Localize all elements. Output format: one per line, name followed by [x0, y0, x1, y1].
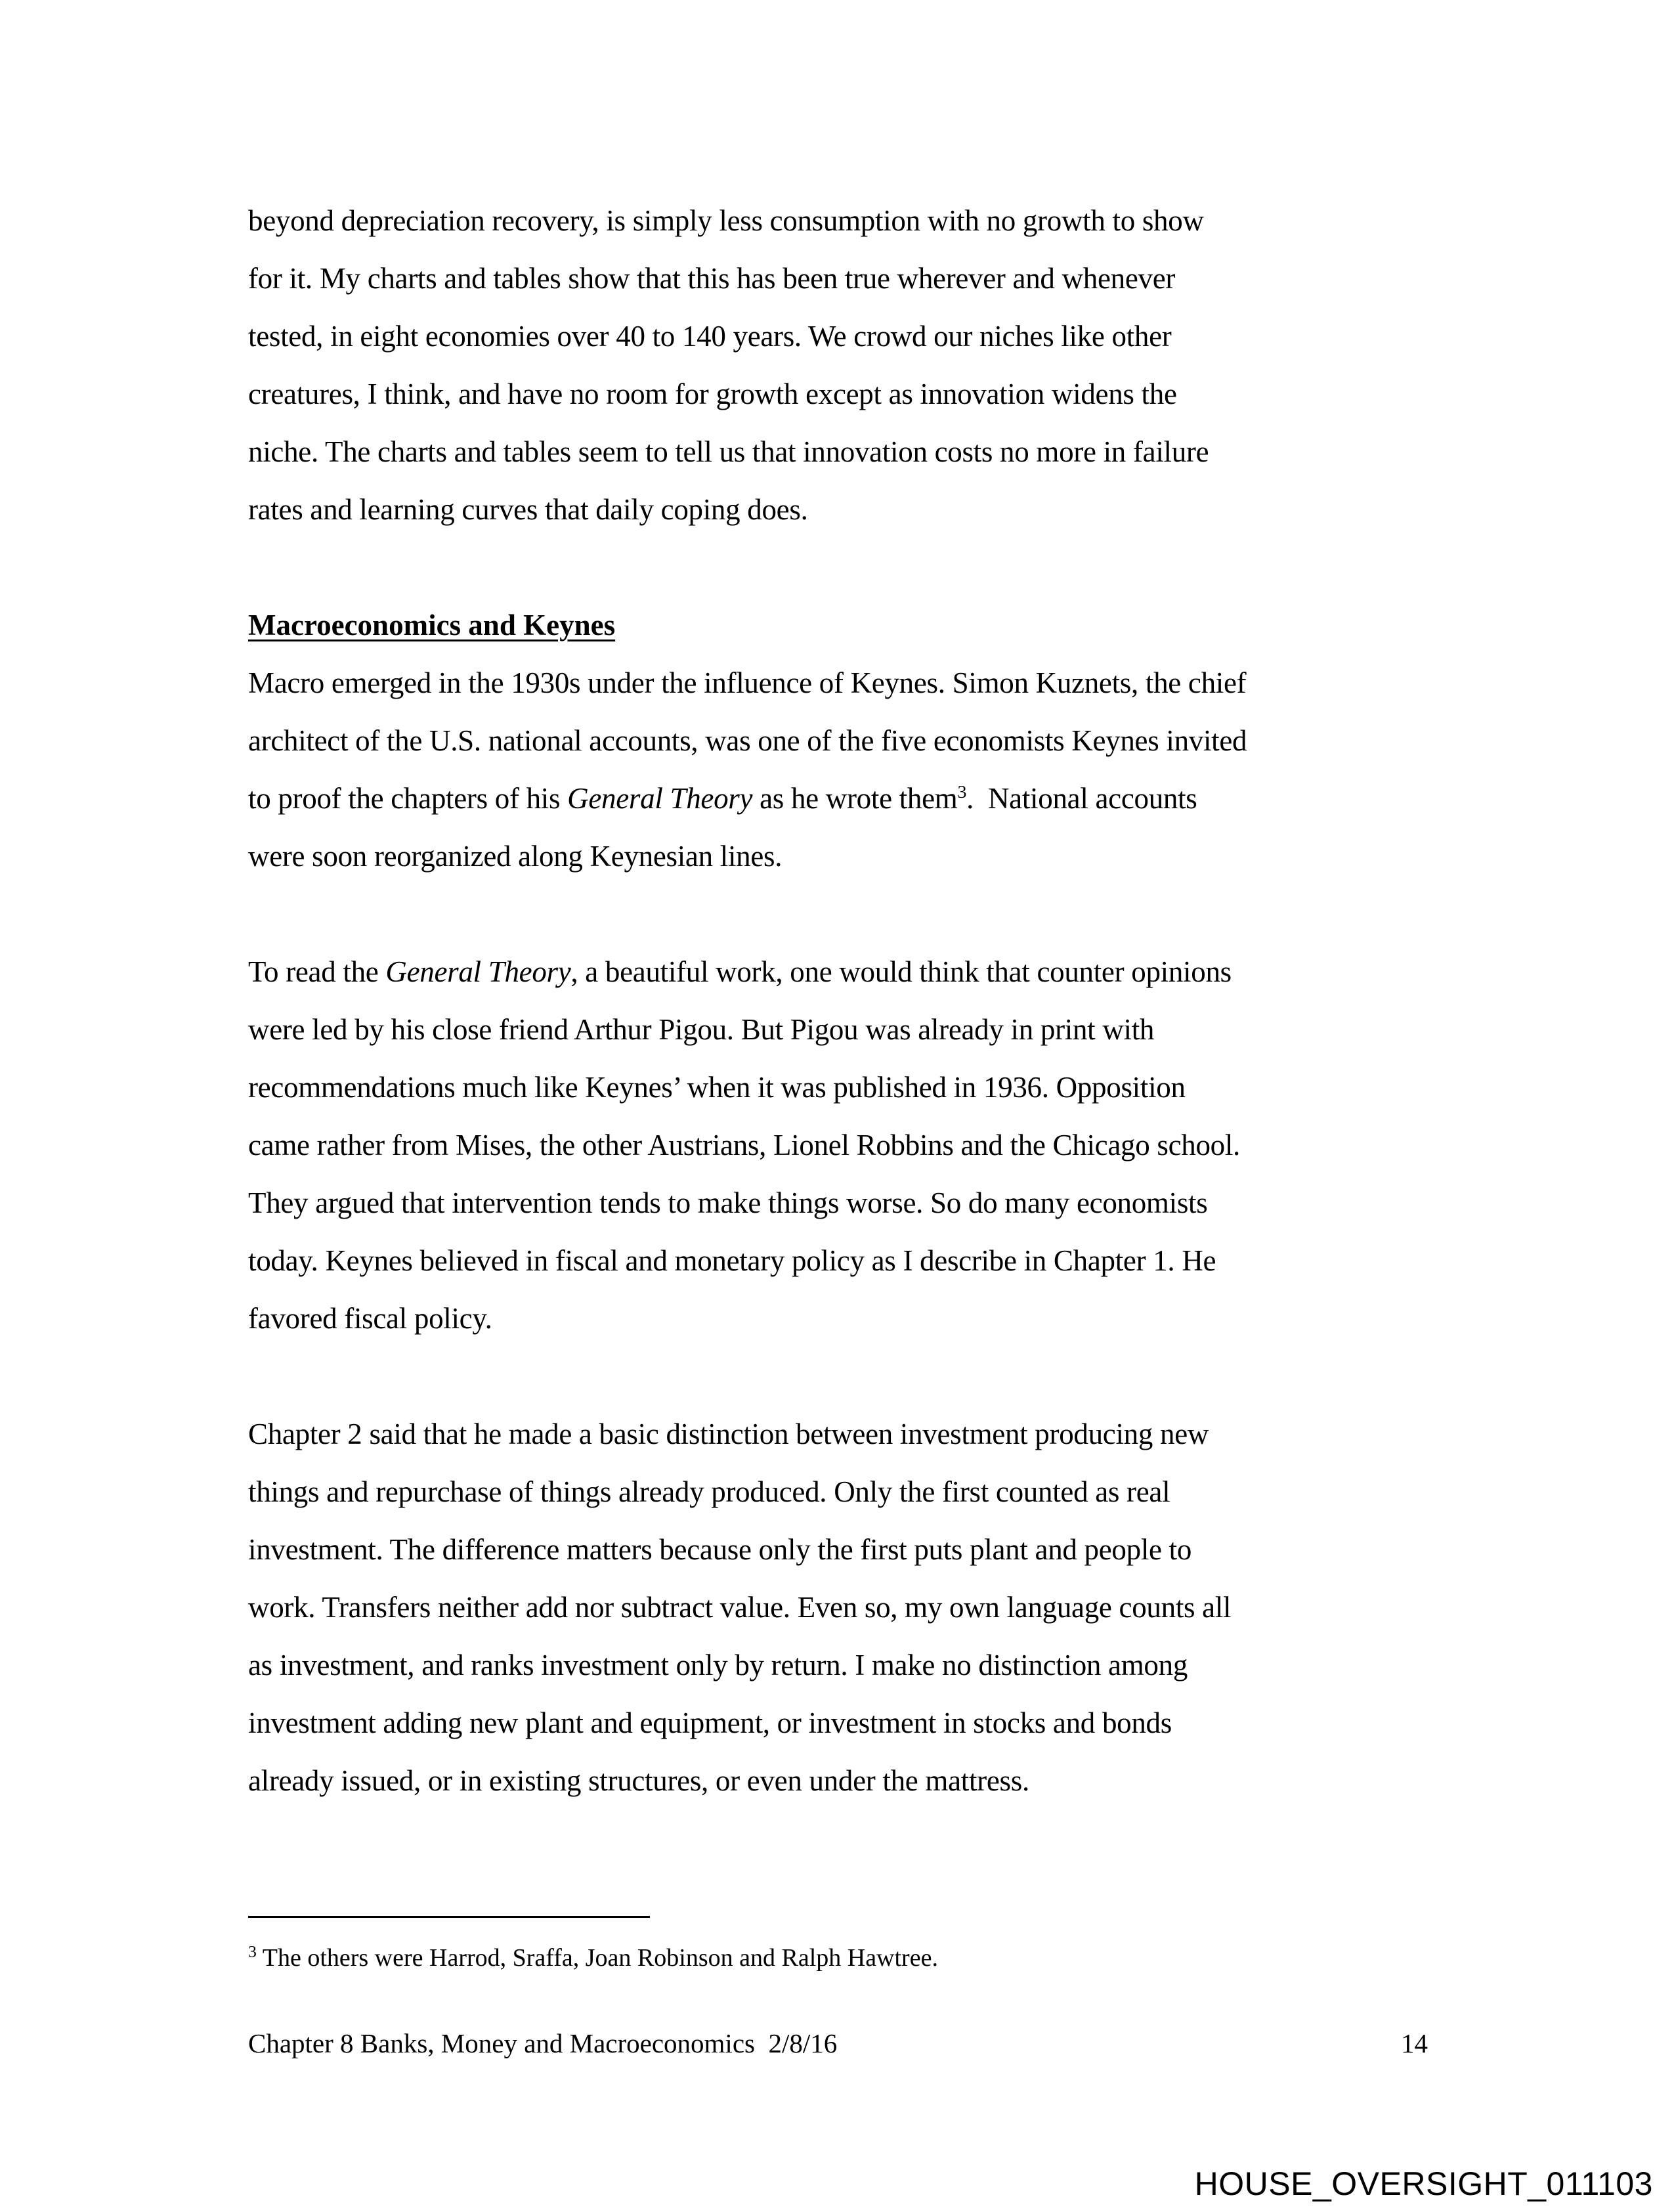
text-segment: for it. My charts and tables show that this has been true wherever and whenever [248, 262, 1176, 295]
section-heading-text: Macroeconomics and Keynes [248, 609, 616, 641]
text-line [248, 1058, 1443, 1116]
text-line [248, 1636, 1443, 1694]
footer-chapter-title: Chapter 8 Banks, Money and Macroeconomics 2/8/16 [248, 2028, 838, 2058]
text-line [248, 827, 1443, 885]
text-line [248, 712, 1443, 770]
text-segment: niche. The charts and tables seem to tell us that innovation costs no more in failure [248, 435, 1209, 468]
text-line [248, 1578, 1443, 1636]
text-segment: as investment, and ranks investment only by return. I make no distinction among [248, 1649, 1188, 1681]
text-segment: They argued that intervention tends to make things worse. So do many economists [248, 1186, 1208, 1219]
text-line [248, 1752, 1443, 1810]
text-line [248, 1232, 1443, 1290]
text-line [248, 654, 1443, 712]
text-segment: tested, in eight economies over 40 to 140 years. We crowd our niches like other [248, 320, 1172, 353]
book-title-italic: General Theory [567, 782, 753, 815]
text-segment: investment. The difference matters because only the first puts plant and people to [248, 1533, 1192, 1566]
text-line [248, 1001, 1443, 1058]
text-line [248, 1290, 1443, 1347]
text-line [248, 1116, 1443, 1174]
text-segment: favored fiscal policy. [248, 1302, 492, 1335]
text-segment: creatures, I think, and have no room for growth except as innovation widens the [248, 378, 1177, 410]
text-segment: were soon reorganized along Keynesian lines. [248, 840, 783, 873]
page-number: 14 [1401, 2028, 1428, 2058]
text-segment: architect of the U.S. national accounts, was one of the five economists Keynes invited [248, 724, 1247, 757]
text-segment: . National accounts [966, 782, 1197, 815]
page-body [248, 192, 1443, 1810]
text-segment: already issued, or in existing structures, or even under the mattress. [248, 1764, 1029, 1797]
text-segment: Chapter 2 said that he made a basic distinction between investment producing new [248, 1418, 1209, 1450]
text-line [248, 770, 1443, 827]
footnote-marker: 3 [248, 1941, 257, 1961]
text-segment: came rather from Mises, the other Austrians, Lionel Robbins and the Chicago school. [248, 1129, 1241, 1161]
text-segment: things and repurchase of things already produced. Only the first counted as real [248, 1475, 1170, 1508]
footnote-separator-rule [248, 1916, 650, 1918]
text-segment: rates and learning curves that daily coping does. [248, 493, 808, 526]
text-segment: beyond depreciation recovery, is simply less consumption with no growth to show [248, 204, 1204, 237]
text-line [248, 481, 1443, 538]
text-segment: work. Transfers neither add nor subtract value. Even so, my own language counts all [248, 1591, 1232, 1624]
text-segment: as he wrote them [752, 782, 958, 815]
text-line [248, 1405, 1443, 1463]
bates-stamp: HOUSE_OVERSIGHT_011103 [1194, 2165, 1653, 2202]
text-segment: recommendations much like Keynes’ when it was published in 1936. Opposition [248, 1071, 1186, 1104]
paragraph-3 [248, 943, 1443, 1347]
text-line [248, 1463, 1443, 1521]
page-footer [248, 2024, 1428, 2063]
paragraph-1 [248, 192, 1443, 538]
text-segment: investment adding new plant and equipment, or investment in stocks and bonds [248, 1706, 1172, 1739]
text-segment: today. Keynes believed in fiscal and monetary policy as I describe in Chapter 1. He [248, 1244, 1216, 1277]
text-line [248, 249, 1443, 307]
text-segment: To read the [248, 955, 386, 988]
text-line [248, 423, 1443, 481]
paragraph-2 [248, 654, 1443, 885]
text-line [248, 1521, 1443, 1578]
text-segment: Macro emerged in the 1930s under the influence of Keynes. Simon Kuznets, the chief [248, 666, 1247, 699]
paragraph-4 [248, 1405, 1443, 1810]
book-title-italic: General Theory [385, 955, 571, 988]
text-line [248, 192, 1443, 249]
footnote [248, 1938, 938, 1978]
section-heading [248, 596, 1443, 654]
text-line [248, 307, 1443, 365]
footnote-text: The others were Harrod, Sraffa, Joan Robinson and Ralph Hawtree. [256, 1944, 938, 1972]
text-line [248, 365, 1443, 423]
text-line [248, 1694, 1443, 1752]
footnote-reference: 3 [957, 782, 967, 802]
text-segment: , a beautiful work, one would think that counter opinions [570, 955, 1232, 988]
text-segment: to proof the chapters of his [248, 782, 568, 815]
text-segment: were led by his close friend Arthur Pigou. But Pigou was already in print with [248, 1013, 1155, 1046]
text-line [248, 943, 1443, 1001]
text-line [248, 1174, 1443, 1232]
